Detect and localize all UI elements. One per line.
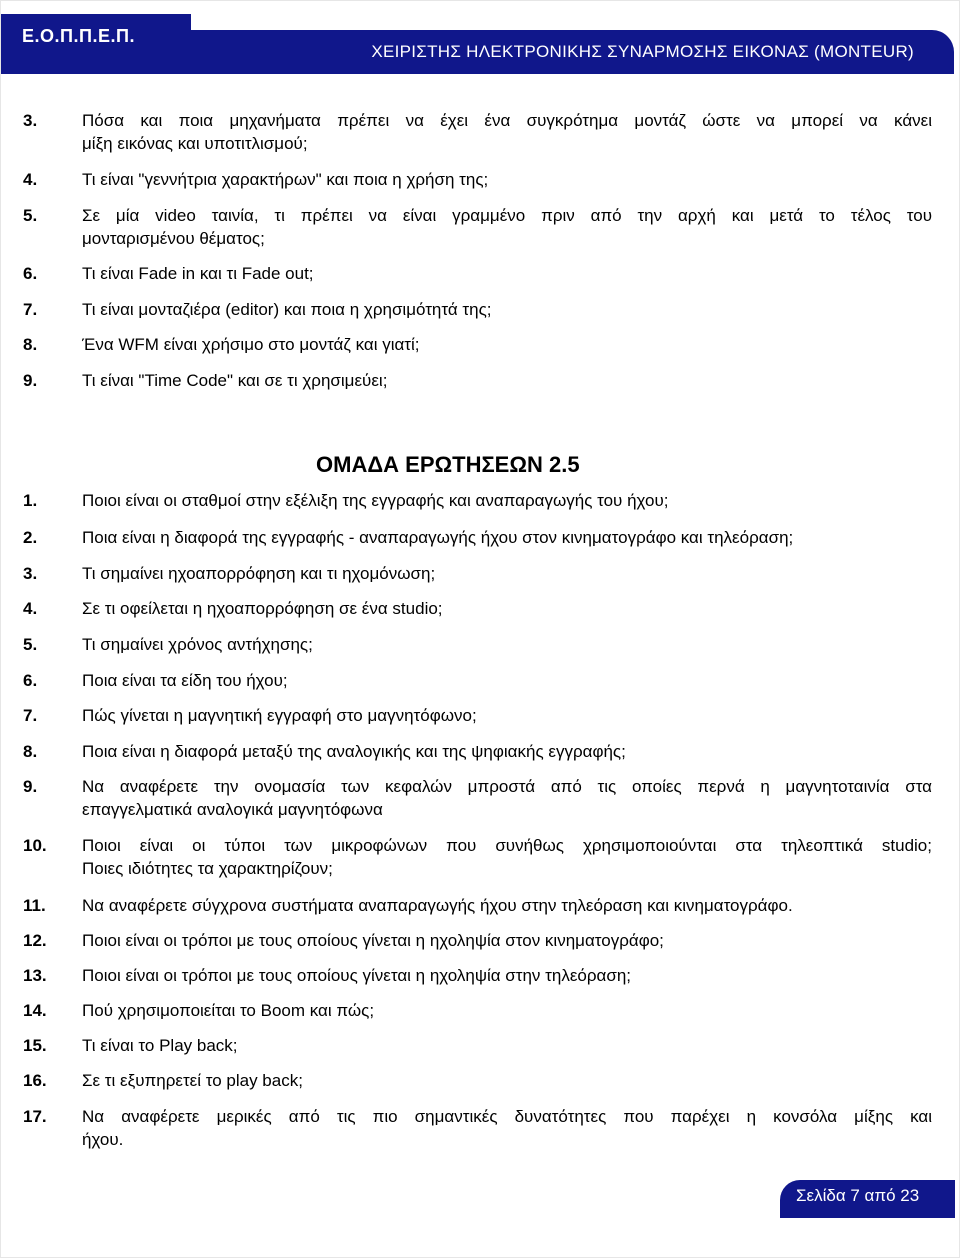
- item-text-line: ήχου.: [82, 1130, 124, 1149]
- item-text: [82, 168, 932, 191]
- item-text-line: Ποιοι είναι οι σταθμοί στην εξέλιξη της εγγραφής και αναπαραγωγής του ήχου;: [82, 491, 669, 510]
- item-text-line: Ποια είναι η διαφορά μεταξύ της αναλογικής και της ψηφιακής εγγραφής;: [82, 742, 626, 761]
- item-number: 5.: [23, 635, 38, 654]
- item-text-line: Τι είναι Fade in και τι Fade out;: [82, 264, 314, 283]
- item-number: 10.: [23, 836, 47, 855]
- item-text-line: Ποιοι είναι οι τρόποι με τους οποίους γίνεται η ηχοληψία στον κινηματογράφο;: [82, 931, 664, 950]
- item-text: [82, 1105, 932, 1151]
- item-text: [82, 964, 932, 987]
- item-number: 3.: [23, 111, 38, 130]
- item-text-line: Ποια είναι η διαφορά της εγγραφής - αναπαραγωγής ήχου στον κινηματογράφο και τηλεόραση;: [82, 528, 794, 547]
- item-text-line: Τι σημαίνει ηχοαπορρόφηση και τι ηχομόνωση;: [82, 564, 436, 583]
- item-text: [82, 1034, 932, 1057]
- item-number: 3.: [23, 564, 38, 583]
- item-text-line: Σε τι εξυπηρετεί το play back;: [82, 1071, 303, 1090]
- item-text: [82, 669, 932, 692]
- item-text: [82, 204, 932, 250]
- item-text-line: Ποιες ιδιότητες τα χαρακτηρίζουν;: [82, 859, 333, 878]
- item-number: 6.: [23, 671, 38, 690]
- item-text-line: μονταρισμένου θέματος;: [82, 229, 265, 248]
- item-number: 13.: [23, 966, 47, 985]
- item-text: [82, 526, 932, 549]
- item-text: [82, 999, 932, 1022]
- item-number: 5.: [23, 206, 38, 225]
- item-text-line: Ποιοι είναι οι τρόποι με τους οποίους γίνεται η ηχοληψία στην τηλεόραση;: [82, 966, 632, 985]
- item-text: [82, 633, 932, 656]
- item-text-line: Ποιοι είναι οι τύποι των μικροφώνων που συνήθως χρησιμοποιούνται στα τηλεοπτικά studio;: [82, 836, 932, 855]
- item-text: [82, 333, 932, 356]
- item-text: [82, 369, 932, 392]
- item-number: 12.: [23, 931, 47, 950]
- header-title: ΧΕΙΡΙΣΤΗΣ ΗΛΕΚΤΡΟΝΙΚΗΣ ΣΥΝΑΡΜΟΣΗΣ ΕΙΚΟΝΑΣ (MONTEUR): [371, 42, 914, 61]
- item-number: 15.: [23, 1036, 47, 1055]
- item-text-line: Ποια είναι τα είδη του ήχου;: [82, 671, 288, 690]
- item-text-line: Σε τι οφείλεται η ηχοαπορρόφηση σε ένα studio;: [82, 599, 443, 618]
- item-number: 8.: [23, 742, 38, 761]
- item-number: 8.: [23, 335, 38, 354]
- item-text-line: Τι είναι "Time Code" και σε τι χρησιμεύει;: [82, 371, 388, 390]
- item-number: 16.: [23, 1071, 47, 1090]
- item-number: 11.: [23, 896, 46, 915]
- item-text: [82, 704, 932, 727]
- item-number: 14.: [23, 1001, 47, 1020]
- page-number: Σελίδα 7 από 23: [796, 1186, 920, 1205]
- item-number: 9.: [23, 371, 38, 390]
- item-text-line: Τι είναι "γεννήτρια χαρακτήρων" και ποια η χρήση της;: [82, 170, 489, 189]
- item-text-line: μίξη εικόνας και υποτιτλισμού;: [82, 134, 308, 153]
- item-text: [82, 1069, 932, 1092]
- item-text: [82, 775, 932, 821]
- item-text-line: Ένα WFM είναι χρήσιμο στο μοντάζ και γιατί;: [82, 335, 420, 354]
- item-text-line: Να αναφέρετε την ονομασία των κεφαλών μπροστά από τις οποίες περνά η μαγνητοταινία στα: [82, 777, 932, 796]
- item-text-line: Τι σημαίνει χρόνος αντήχησης;: [82, 635, 313, 654]
- item-text-line: Σε μία video ταινία, τι πρέπει να είναι γραμμένο πριν από την αρχή και μετά το τέλος του: [82, 206, 932, 225]
- item-number: 4.: [23, 170, 38, 189]
- item-number: 9.: [23, 777, 38, 796]
- item-number: 1.: [23, 491, 38, 510]
- item-text: [82, 929, 932, 952]
- header-org: Ε.Ο.Π.Π.Ε.Π.: [22, 26, 136, 46]
- item-number: 6.: [23, 264, 38, 283]
- item-text-line: Τι είναι το Play back;: [82, 1036, 238, 1055]
- item-text: [82, 597, 932, 620]
- item-number: 7.: [23, 300, 38, 319]
- item-text: [82, 109, 932, 155]
- item-text-line: Τι είναι μονταζιέρα (editor) και ποια η χρησιμότητά της;: [82, 300, 492, 319]
- item-text: [82, 489, 932, 512]
- item-number: 7.: [23, 706, 38, 725]
- item-number: 17.: [23, 1107, 47, 1126]
- item-text: [82, 562, 932, 585]
- item-text-line: Να αναφέρετε μερικές από τις πιο σημαντικές δυνατότητες που παρέχει η κονσόλα μίξης και: [82, 1107, 932, 1126]
- item-text: [82, 740, 932, 763]
- item-text: [82, 834, 932, 880]
- item-number: 2.: [23, 528, 38, 547]
- item-text: [82, 894, 932, 917]
- item-text-line: Πόσα και ποια μηχανήματα πρέπει να έχει ένα συγκρότημα μοντάζ ώστε να μπορεί να κάνει: [82, 111, 932, 130]
- item-text-line: Να αναφέρετε σύγχρονα συστήματα αναπαραγωγής ήχου στην τηλεόραση και κινηματογράφο.: [82, 896, 793, 915]
- item-number: 4.: [23, 599, 38, 618]
- item-text-line: Πού χρησιμοποιείται το Boom και πώς;: [82, 1001, 375, 1020]
- item-text: [82, 262, 932, 285]
- item-text-line: Πώς γίνεται η μαγνητική εγγραφή στο μαγνητόφωνο;: [82, 706, 477, 725]
- item-text-line: επαγγελματικά αναλογικά μαγνητόφωνα: [82, 800, 383, 819]
- item-text: [82, 298, 932, 321]
- group-heading: ΟΜΑΔΑ ΕΡΩΤΗΣΕΩΝ 2.5: [316, 452, 580, 477]
